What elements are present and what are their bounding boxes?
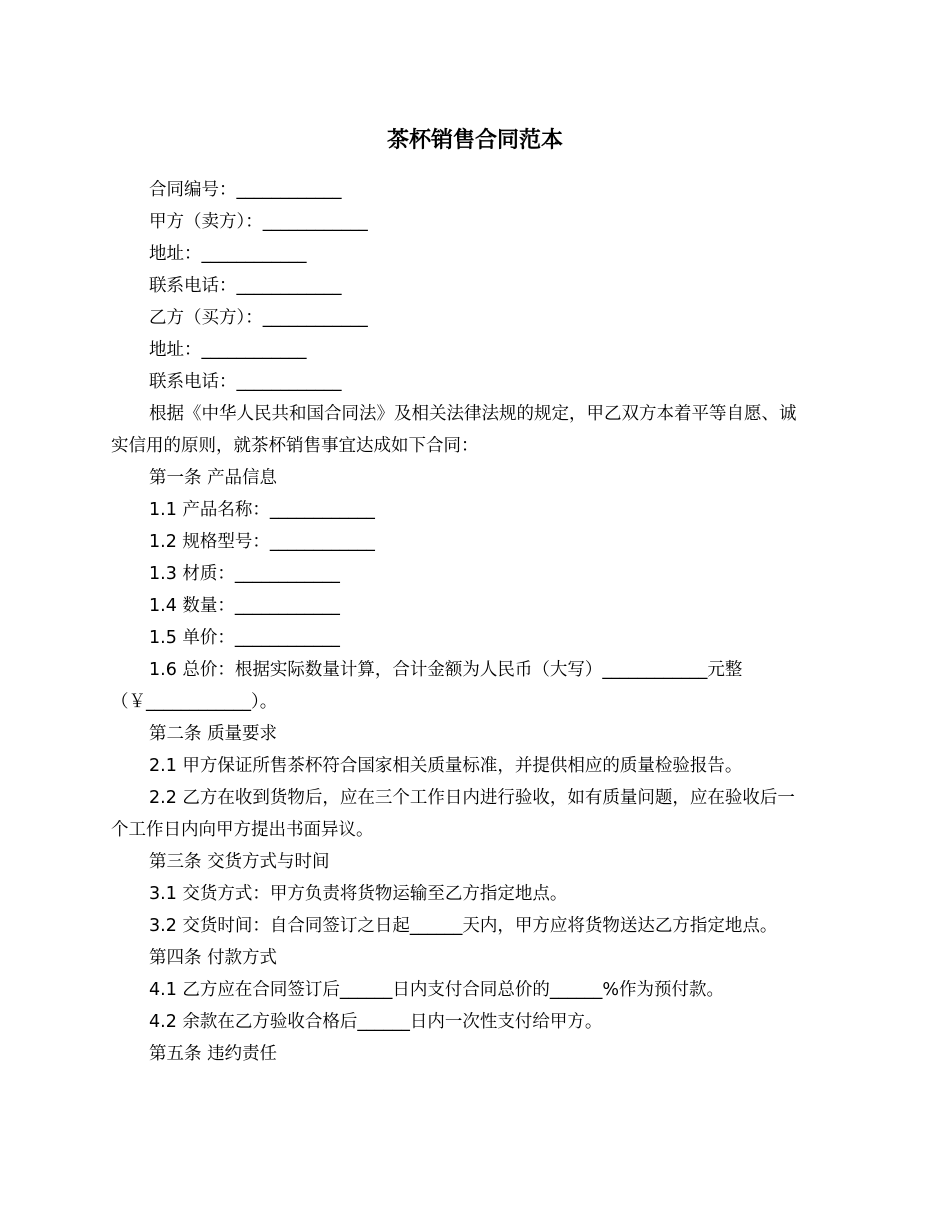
document-line: 1.2 规格型号：____________ [149, 532, 375, 552]
document-line: 联系电话：____________ [149, 276, 342, 296]
document-body [111, 174, 841, 1070]
document-line: 第二条 质量要求 [149, 724, 278, 744]
document-line: 1.1 产品名称：____________ [149, 500, 375, 520]
document-line: 1.6 总价：根据实际数量计算，合计金额为人民币（大写）____________元整 [149, 660, 743, 680]
document-line: （￥____________）。 [111, 692, 278, 712]
document-line: 乙方（买方）：____________ [149, 308, 368, 328]
document-line: 实信用的原则，就茶杯销售事宜达成如下合同： [111, 436, 479, 456]
document-line: 1.4 数量：____________ [149, 596, 340, 616]
document-line: 4.2 余款在乙方验收合格后______日内一次性支付给甲方。 [149, 1012, 603, 1032]
document-line: 2.1 甲方保证所售茶杯符合国家相关质量标准，并提供相应的质量检验报告。 [149, 756, 743, 776]
document-line: 第五条 违约责任 [149, 1044, 278, 1064]
document-line: 4.1 乙方应在合同签订后______日内支付合同总价的______%作为预付款。 [149, 980, 725, 1000]
document-line: 个工作日内向甲方提出书面异议。 [111, 820, 374, 840]
document-line: 3.2 交货时间：自合同签订之日起______天内，甲方应将货物送达乙方指定地点。 [149, 916, 778, 936]
document-line: 甲方（卖方）：____________ [149, 212, 368, 232]
document-line: 1.3 材质：____________ [149, 564, 340, 584]
document-line: 根据《中华人民共和国合同法》及相关法律法规的规定，甲乙双方本着平等自愿、诚 [149, 404, 797, 424]
document-line: 第三条 交货方式与时间 [149, 852, 330, 872]
document-line: 合同编号：____________ [149, 180, 342, 200]
document-line: 2.2 乙方在收到货物后，应在三个工作日内进行验收，如有质量问题，应在验收后一 [149, 788, 795, 808]
document-title: 茶杯销售合同范本 [386, 128, 563, 153]
document-line: 第四条 付款方式 [149, 948, 278, 968]
document-line: 联系电话：____________ [149, 372, 342, 392]
document-line: 地址：____________ [149, 244, 307, 264]
document-line: 3.1 交货方式：甲方负责将货物运输至乙方指定地点。 [149, 884, 568, 904]
document-line: 地址：____________ [149, 340, 307, 360]
document-line: 1.5 单价：____________ [149, 628, 340, 648]
document-line: 第一条 产品信息 [149, 468, 278, 488]
